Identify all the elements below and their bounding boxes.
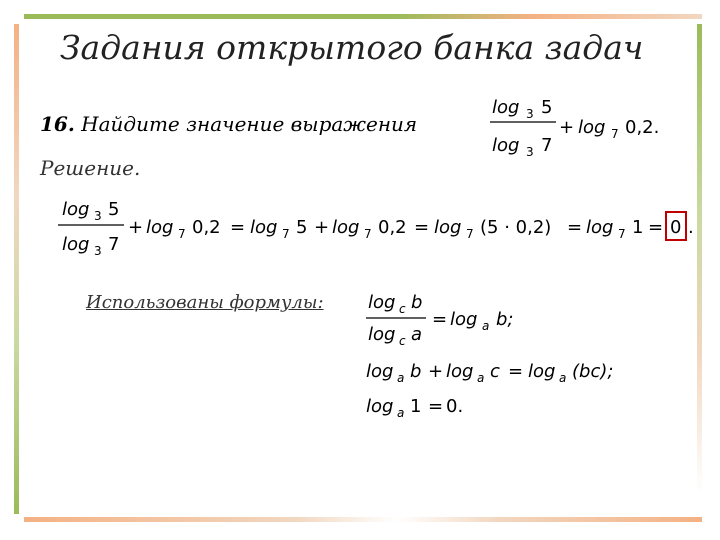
f3-sub: a (397, 406, 405, 420)
f2-c-arg: (bc); (572, 361, 614, 382)
expr-num-log: log (492, 97, 520, 118)
sol-frac-num-base: 3 (94, 209, 102, 223)
expr-plus: + (559, 117, 575, 138)
sol-frac-num-arg: 5 (108, 199, 120, 220)
f3-log: log (366, 396, 394, 417)
sol-frac-num-log: log (62, 199, 90, 220)
sol-t11: 7 (364, 227, 372, 241)
solution-label: Решение. (40, 156, 141, 180)
expr-den-base: 3 (526, 145, 534, 159)
f2-a-log: log (366, 361, 394, 382)
f2-plus: + (428, 361, 444, 382)
sol-t4: 0,2 (192, 217, 221, 238)
sol-t19: 7 (618, 227, 626, 241)
f1-den-sub: c (399, 334, 406, 348)
f2-c-sub: a (559, 371, 567, 385)
sol-t16: (5 · 0,2) (480, 217, 552, 238)
sol-t14: log (434, 217, 462, 238)
sol-t15: 7 (466, 227, 474, 241)
sol-t12: 0,2 (378, 217, 407, 238)
expr-den-log: log (492, 135, 520, 156)
solution-equation (58, 199, 694, 258)
slide-title: Задания открытого банка задач (60, 28, 644, 67)
formulas-label: Использованы формулы: (86, 292, 324, 313)
sol-t20: 1 (632, 217, 644, 238)
f3-arg: 1 (410, 396, 422, 417)
task-expression (490, 97, 659, 159)
sol-t21: = (648, 217, 664, 238)
f2-b-arg: c (490, 361, 500, 382)
f1-rhs-arg: b; (496, 309, 514, 330)
sol-t6: log (250, 217, 278, 238)
formulas-block (366, 292, 613, 420)
sol-t2: log (146, 217, 174, 238)
f1-num-sub: c (399, 302, 406, 316)
f2-a-sub: a (397, 371, 405, 385)
sol-t8: 5 (296, 217, 308, 238)
sol-t18: log (586, 217, 614, 238)
expr-arg: 0,2. (625, 117, 660, 138)
f2-b-sub: a (477, 371, 485, 385)
f1-num-arg: b (411, 292, 423, 313)
f2-a-arg: b (410, 361, 422, 382)
sol-t7: 7 (282, 227, 290, 241)
f1-num-log: log (368, 292, 396, 313)
expr-num-base: 3 (526, 107, 534, 121)
f2-eq: = (508, 361, 524, 382)
sol-t13: = (414, 217, 430, 238)
task-number: 16. (40, 112, 75, 136)
sol-t17: = (567, 217, 583, 238)
sol-t5: = (230, 217, 246, 238)
f3-res: 0. (446, 396, 464, 417)
f3-eq: = (428, 396, 444, 417)
sol-answer: 0 (670, 217, 682, 238)
f1-rhs-sub: a (482, 319, 490, 333)
expr-log: log (578, 117, 606, 138)
expr-den-arg: 7 (541, 135, 553, 156)
f1-rhs-log: log (450, 309, 478, 330)
task-text: Найдите значение выражения (81, 112, 418, 136)
sol-tail: . (688, 217, 694, 238)
expr-base: 7 (611, 127, 619, 141)
expr-num-arg: 5 (541, 97, 553, 118)
f1-den-arg: a (411, 324, 423, 345)
f2-b-log: log (446, 361, 474, 382)
f1-den-log: log (368, 324, 396, 345)
sol-t3: 7 (178, 227, 186, 241)
sol-frac-den-base: 3 (94, 244, 102, 258)
sol-t9: + (314, 217, 330, 238)
f2-c-log: log (528, 361, 556, 382)
sol-frac-den-arg: 7 (108, 234, 120, 255)
f1-eq: = (432, 309, 448, 330)
sol-t10: log (332, 217, 360, 238)
sol-frac-den-log: log (62, 234, 90, 255)
sol-t1: + (128, 217, 144, 238)
